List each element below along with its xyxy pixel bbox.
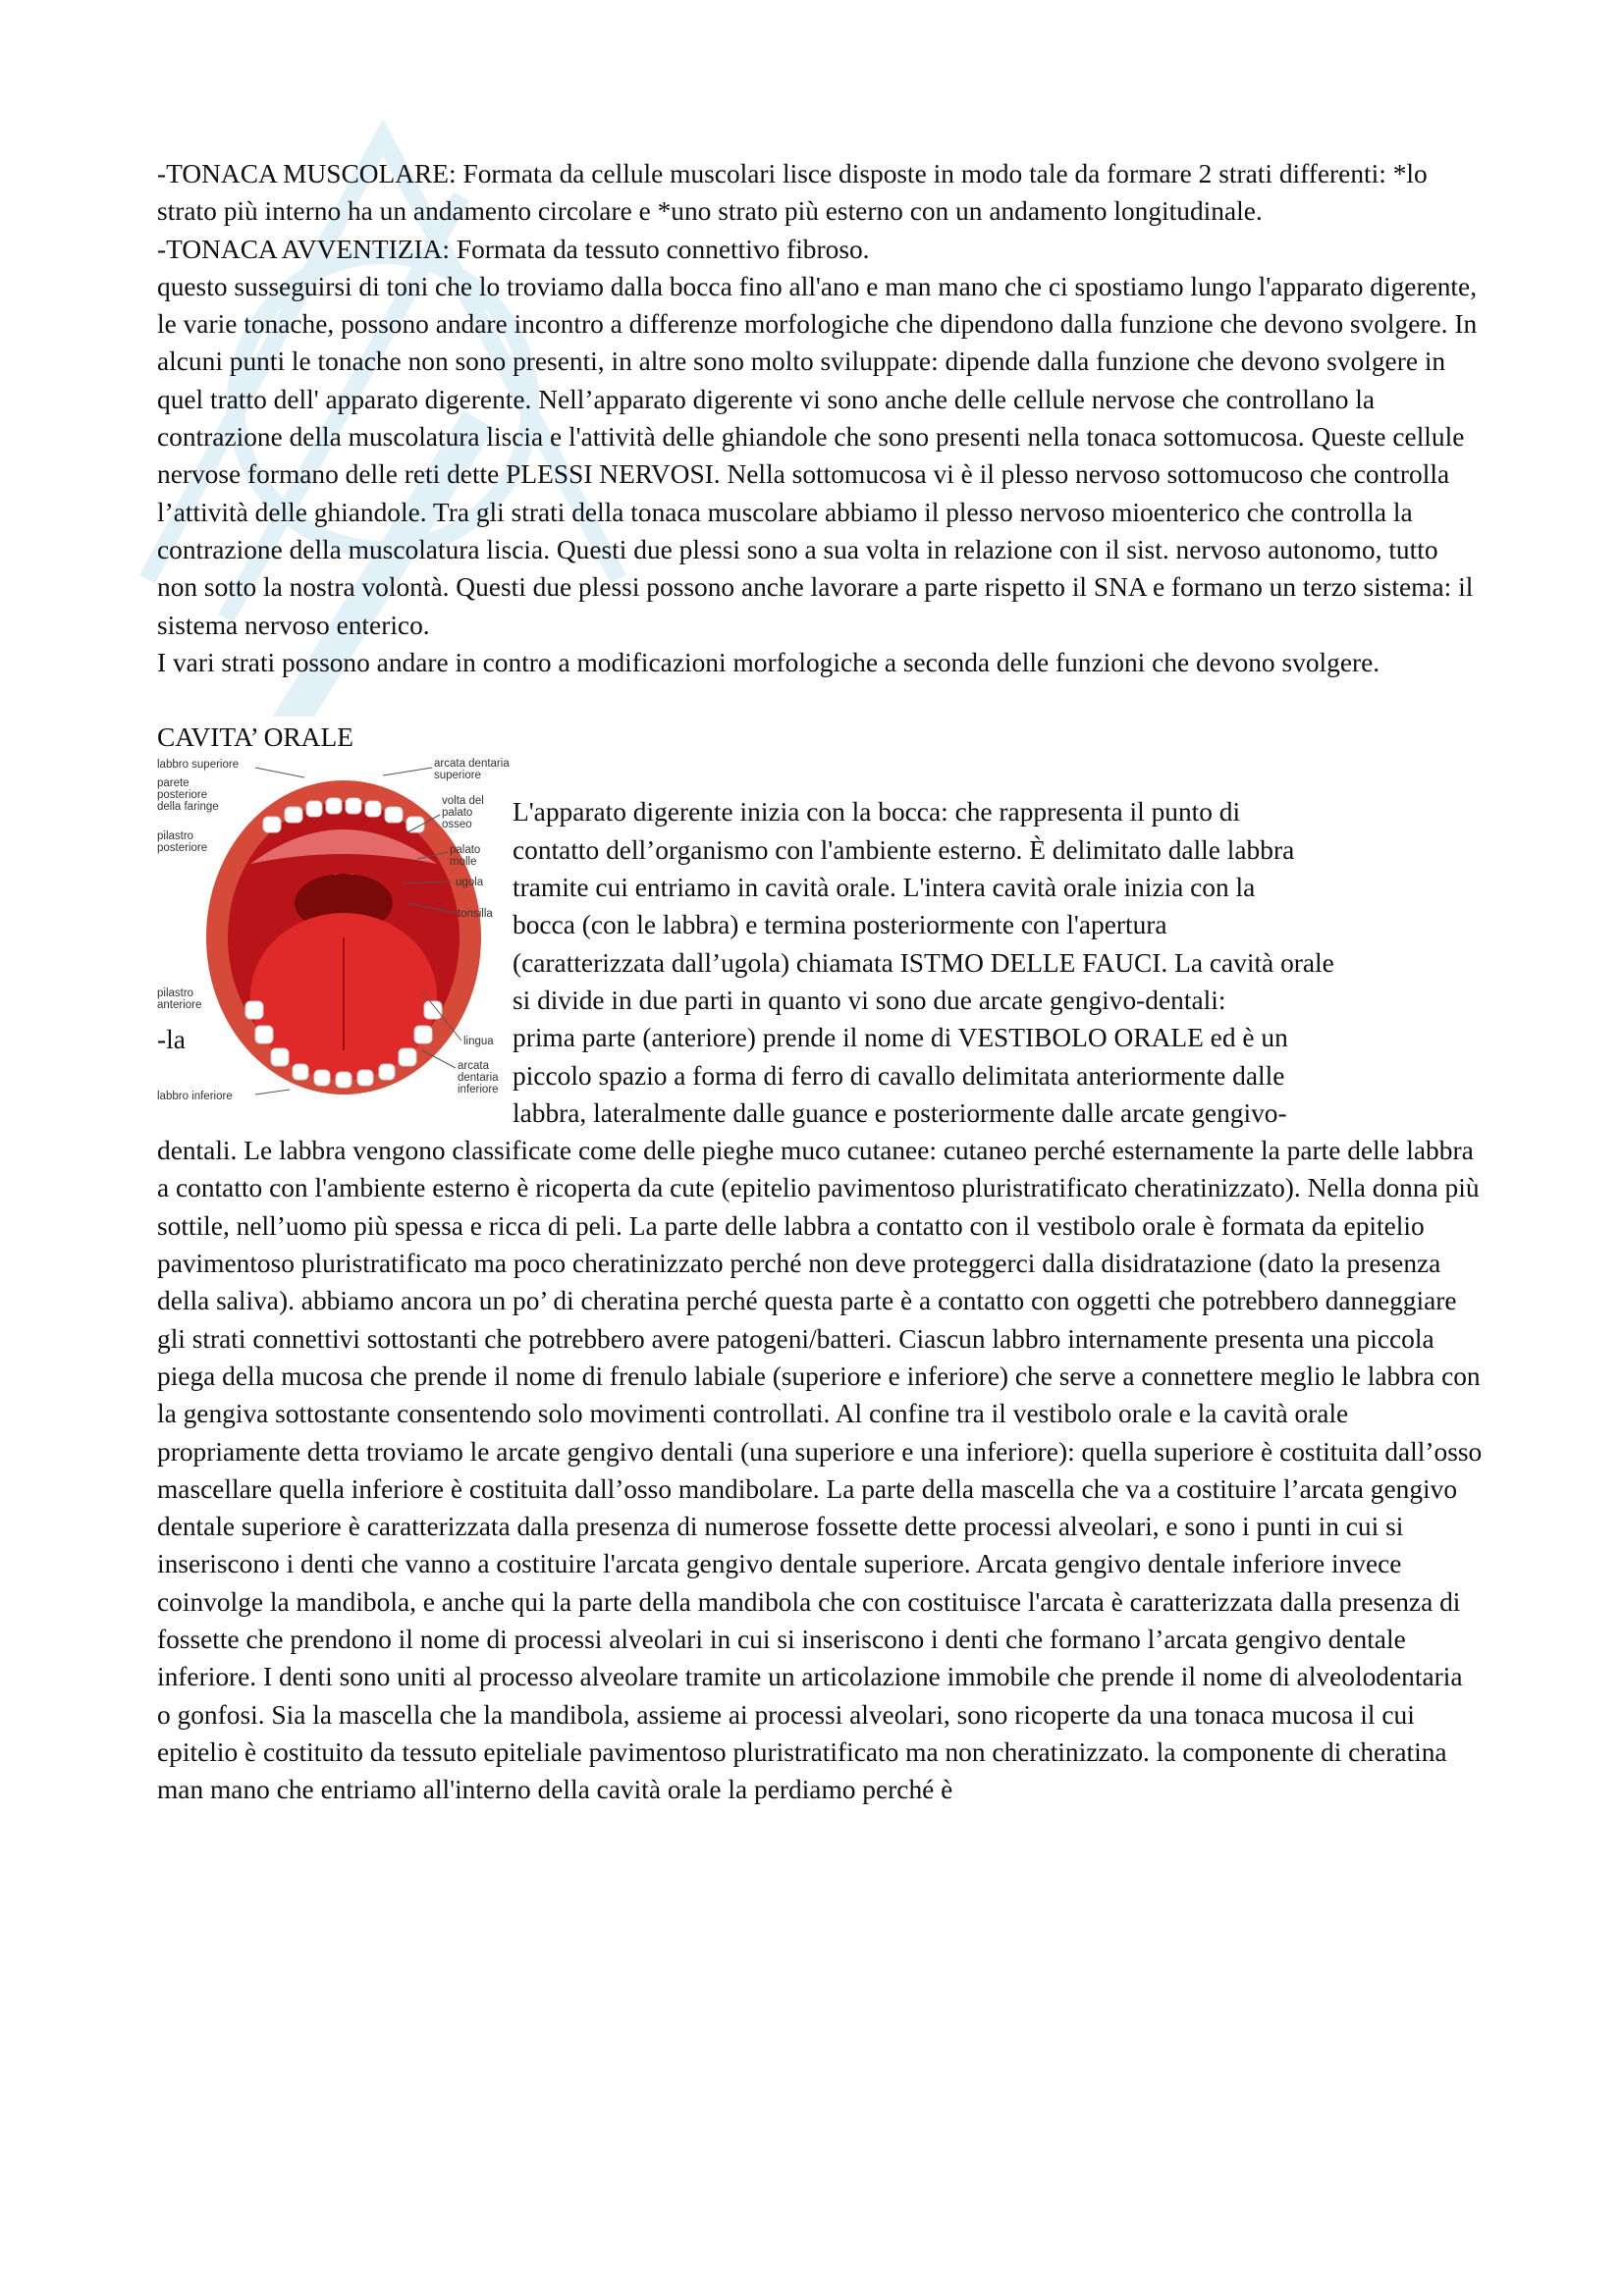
wrap-line: piccolo spazio a forma di ferro di cavallo delimitata anteriormente dalle (513, 1060, 1285, 1091)
wrap-prefix: -la (157, 1025, 186, 1055)
label-lingua: lingua (463, 1036, 494, 1048)
figure-text-wrap (157, 756, 1483, 1132)
label-pilastro-anteriore: pilastro anteriore (157, 988, 202, 1012)
label-ugola: ugola (456, 877, 484, 889)
paragraph-strati: I vari strati possono andare in contro a modificazioni morfologiche a seconda delle funzioni che devono svolgere. (157, 647, 1380, 677)
label-labbro-inferiore: labbro inferiore (157, 1091, 233, 1103)
oral-cavity-diagram (157, 756, 513, 1119)
wrap-line: (caratterizzata dall’ugola) chiamata ISTMO DELLE FAUCI. La cavità orale (513, 947, 1334, 978)
label-pilastro-posteriore: pilastro posteriore (157, 830, 208, 855)
label-parete-posteriore: parete posteriore della faringe (157, 777, 219, 814)
wrap-line: bocca (con le labbra) e termina posteriormente con l'apertura (513, 910, 1167, 940)
oral-cavity-figure (157, 756, 513, 1119)
paragraph-plessi-nervosi: questo susseguirsi di toni che lo troviamo dalla bocca fino all'ano e man mano che ci spostiamo lungo l'apparato digerente, le varie tonache, possono andare incontro a differenze morfologiche che dipendono dalla funzione che devono svolgere. In alcuni punti le tonache non sono presenti, in altre sono molto sviluppate: dipende dalla funzione che devono svolgere in quel tratto dell' apparato digerente. Nell’apparato digerente vi sono anche delle cellule nervose che controllano la contrazione della muscolatura liscia e l'attività delle ghiandole che sono presenti nella tonaca sottomucosa. Queste cellule nervose formano delle reti dette PLESSI NERVOSI. Nella sottomucosa vi è il plesso nervoso sottomucoso che controlla l’attività delle ghiandole. Tra gli strati della tonaca muscolare abbiamo il plesso nervoso mioenterico che controlla la contrazione della muscolatura liscia. Questi due plessi sono a sua volta in relazione con il sist. nervoso autonomo, tutto non sotto la nostra volontà. Questi due plessi possono anche lavorare a parte rispetto il SNA e formano un terzo sistema: il sistema nervoso enterico. (157, 271, 1478, 640)
label-arcata-dentaria-superiore: arcata dentaria superiore (434, 758, 510, 782)
paragraph-labbra-arcate: dentali. Le labbra vengono classificate come delle pieghe muco cutanee: cutaneo perché esternamente la parte delle labbra a contatto con l'ambiente esterno è ricoperta da cute (epitelio pavimentoso pluristratificato cheratinizzato). Nella donna più sottile, nell’uomo più spessa e ricca di peli. La parte delle labbra a contatto con il vestibolo orale è formata da epitelio pavimentoso pluristratificato ma poco cheratinizzato perché non deve proteggerci dalla disidratazione (dato la presenza della saliva). abbiamo ancora un po’ di cheratina perché questa parte è a contatto con oggetti che potrebbero danneggiare gli strati connettivi sottostanti che potrebbero avere patogeni/batteri. Ciascun labbro internamente presenta una piccola piega della mucosa che prende il nome di frenulo labiale (superiore e inferiore) che serve a connettere meglio le labbra con la gengiva sottostante consentendo solo movimenti controllati. Al confine tra il vestibolo orale e la cavità orale propriamente detta troviamo le arcate gengivo dentali (una superiore e una inferiore): quella superiore è costituita dall’osso mascellare quella inferiore è costituita dall’osso mandibolare. La parte della mascella che va a costituire l’arcata gengivo dentale superiore è caratterizzata dalla presenza di numerose fossette dette processi alveolari, e sono i punti in cui si inseriscono i denti che vanno a costituire l'arcata gengivo dentale superiore. Arcata gengivo dentale inferiore invece coinvolge la mandibola, e anche qui la parte della mandibola che con costituisce l'arcata è caratterizzata dalla presenza di fossette che prendono il nome di processi alveolari in cui si inseriscono i denti che formano l’arcata gengivo dentale inferiore. I denti sono uniti al processo alveolare tramite un articolazione immobile che prende il nome di alveolodentaria o gonfosi. Sia la mascella che la mandibola, assieme ai processi alveolari, sono ricoperte da una tonaca mucosa il cui epitelio è costituito da tessuto epiteliale pavimentoso pluristratificato ma non cheratinizzato. la componente di cheratina man mano che entriamo all'interno della cavità orale la perdiamo perché è (157, 1136, 1483, 1805)
wrap-line: si divide in due parti in quanto vi sono due arcate gengivo-dentali: (513, 985, 1226, 1015)
wrap-line: prima parte (anteriore) prende il nome di VESTIBOLO ORALE ed è un (513, 1023, 1288, 1053)
label-labbro-superiore: labbro superiore (157, 759, 240, 772)
label-tonsilla: tonsilla (458, 908, 493, 921)
document-page (157, 155, 1483, 1808)
label-arcata-dentaria-inferiore: arcata dentaria inferiore (458, 1060, 499, 1096)
label-palato-molle: palato molle (450, 844, 481, 869)
wrap-line: L'apparato digerente inizia con la bocca: che rappresenta il punto di (513, 797, 1241, 828)
wrap-line: contatto dell’organismo con l'ambiente esterno. È delimitato dalle labbra (513, 834, 1295, 865)
label-volta-palato: volta del palato osseo (442, 795, 484, 831)
wrap-line: tramite cui entriamo in cavità orale. L'intera cavità orale inizia con la (513, 873, 1256, 903)
wrap-line: labbra, lateralmente dalle guance e posteriormente dalle arcate gengivo- (513, 1097, 1287, 1128)
section-title: CAVITA’ ORALE (157, 722, 353, 753)
paragraph-tonaca-muscolare: -TONACA MUSCOLARE: Formata da cellule muscolari lisce disposte in modo tale da formare 2 strati differenti: *lo strato più interno ha un andamento circolare e *uno strato più esterno con un andamento longitudinale. (157, 159, 1428, 227)
paragraph-tonaca-avventizia: -TONACA AVVENTIZIA: Formata da tessuto connettivo fibroso. (157, 234, 870, 264)
